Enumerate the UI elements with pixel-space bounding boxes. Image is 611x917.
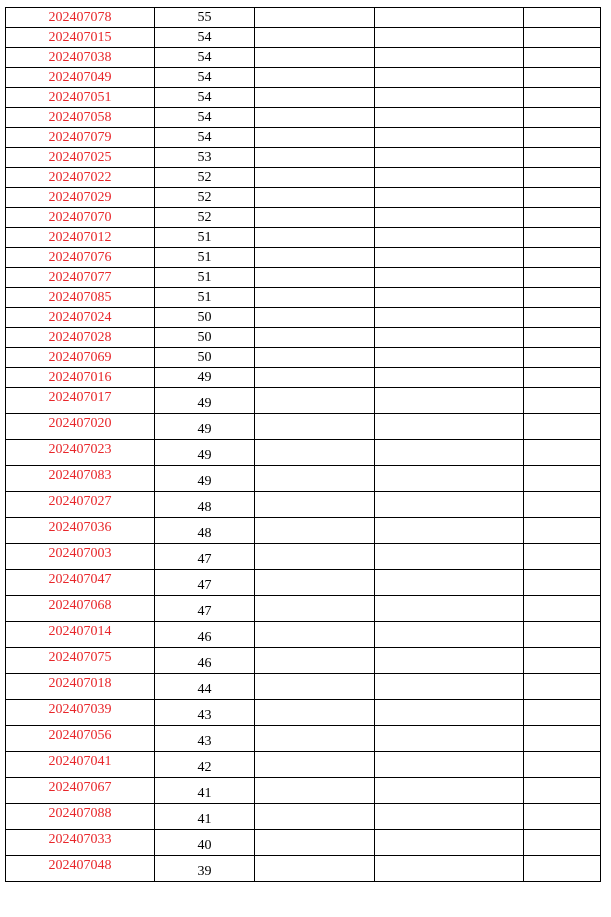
empty-cell: [255, 596, 375, 622]
empty-cell: [255, 388, 375, 414]
score-cell: 50: [155, 308, 255, 328]
empty-cell: [375, 68, 524, 88]
score-cell: 49: [155, 388, 255, 414]
empty-cell: [255, 328, 375, 348]
empty-cell: [375, 168, 524, 188]
student-id-cell: 202407051: [6, 88, 155, 108]
student-id-cell: 202407049: [6, 68, 155, 88]
empty-cell: [524, 440, 601, 466]
student-id-cell: 202407076: [6, 248, 155, 268]
empty-cell: [524, 856, 601, 882]
empty-cell: [524, 8, 601, 28]
table-row: [6, 288, 601, 308]
empty-cell: [524, 268, 601, 288]
table-row: [6, 648, 601, 674]
empty-cell: [375, 674, 524, 700]
empty-cell: [375, 466, 524, 492]
student-id-cell: 202407025: [6, 148, 155, 168]
empty-cell: [375, 596, 524, 622]
empty-cell: [255, 268, 375, 288]
empty-cell: [524, 752, 601, 778]
empty-cell: [255, 518, 375, 544]
student-id-cell: 202407048: [6, 856, 155, 882]
empty-cell: [375, 752, 524, 778]
empty-cell: [255, 8, 375, 28]
student-id-cell: 202407077: [6, 268, 155, 288]
student-id-cell: 202407056: [6, 726, 155, 752]
empty-cell: [375, 48, 524, 68]
score-cell: 51: [155, 228, 255, 248]
table-row: [6, 414, 601, 440]
score-cell: 51: [155, 268, 255, 288]
table-row: [6, 228, 601, 248]
empty-cell: [524, 544, 601, 570]
empty-cell: [375, 148, 524, 168]
student-id-cell: 202407078: [6, 8, 155, 28]
empty-cell: [524, 288, 601, 308]
score-cell: 46: [155, 648, 255, 674]
empty-cell: [255, 726, 375, 752]
empty-cell: [524, 68, 601, 88]
empty-cell: [255, 208, 375, 228]
table-row: [6, 622, 601, 648]
empty-cell: [524, 648, 601, 674]
empty-cell: [375, 544, 524, 570]
empty-cell: [524, 700, 601, 726]
table-row: [6, 570, 601, 596]
empty-cell: [524, 308, 601, 328]
empty-cell: [375, 518, 524, 544]
student-id-cell: 202407014: [6, 622, 155, 648]
score-cell: 50: [155, 328, 255, 348]
score-cell: 43: [155, 726, 255, 752]
table-row: [6, 108, 601, 128]
student-id-cell: 202407016: [6, 368, 155, 388]
score-cell: 48: [155, 492, 255, 518]
empty-cell: [524, 28, 601, 48]
score-cell: 41: [155, 804, 255, 830]
score-cell: 54: [155, 108, 255, 128]
table-row: [6, 752, 601, 778]
table-row: [6, 544, 601, 570]
student-id-cell: 202407020: [6, 414, 155, 440]
student-id-cell: 202407033: [6, 830, 155, 856]
score-table: [5, 7, 601, 882]
empty-cell: [524, 492, 601, 518]
table-row: [6, 328, 601, 348]
table-row: [6, 268, 601, 288]
student-id-cell: 202407069: [6, 348, 155, 368]
student-id-cell: 202407028: [6, 328, 155, 348]
table-row: [6, 128, 601, 148]
empty-cell: [524, 188, 601, 208]
student-id-cell: 202407024: [6, 308, 155, 328]
student-id-cell: 202407085: [6, 288, 155, 308]
empty-cell: [255, 778, 375, 804]
empty-cell: [255, 622, 375, 648]
empty-cell: [375, 348, 524, 368]
empty-cell: [255, 308, 375, 328]
student-id-cell: 202407038: [6, 48, 155, 68]
score-cell: 55: [155, 8, 255, 28]
empty-cell: [375, 188, 524, 208]
score-cell: 53: [155, 148, 255, 168]
score-table-body: [6, 8, 601, 882]
empty-cell: [255, 804, 375, 830]
score-cell: 54: [155, 48, 255, 68]
empty-cell: [524, 726, 601, 752]
table-row: [6, 856, 601, 882]
table-row: [6, 348, 601, 368]
score-cell: 49: [155, 368, 255, 388]
empty-cell: [524, 414, 601, 440]
table-row: [6, 804, 601, 830]
score-cell: 49: [155, 440, 255, 466]
score-cell: 54: [155, 88, 255, 108]
empty-cell: [255, 248, 375, 268]
empty-cell: [524, 674, 601, 700]
score-cell: 41: [155, 778, 255, 804]
student-id-cell: 202407068: [6, 596, 155, 622]
student-id-cell: 202407017: [6, 388, 155, 414]
empty-cell: [255, 228, 375, 248]
empty-cell: [255, 28, 375, 48]
empty-cell: [375, 368, 524, 388]
student-id-cell: 202407041: [6, 752, 155, 778]
student-id-cell: 202407039: [6, 700, 155, 726]
empty-cell: [524, 88, 601, 108]
empty-cell: [255, 288, 375, 308]
student-id-cell: 202407029: [6, 188, 155, 208]
empty-cell: [255, 128, 375, 148]
empty-cell: [524, 596, 601, 622]
empty-cell: [255, 148, 375, 168]
table-row: [6, 830, 601, 856]
table-row: [6, 674, 601, 700]
empty-cell: [255, 188, 375, 208]
empty-cell: [375, 8, 524, 28]
student-id-cell: 202407023: [6, 440, 155, 466]
score-cell: 50: [155, 348, 255, 368]
score-cell: 48: [155, 518, 255, 544]
table-row: [6, 48, 601, 68]
score-cell: 43: [155, 700, 255, 726]
table-row: [6, 440, 601, 466]
empty-cell: [375, 248, 524, 268]
empty-cell: [524, 168, 601, 188]
student-id-cell: 202407036: [6, 518, 155, 544]
table-row: [6, 466, 601, 492]
student-id-cell: 202407075: [6, 648, 155, 674]
empty-cell: [255, 48, 375, 68]
student-id-cell: 202407003: [6, 544, 155, 570]
empty-cell: [375, 88, 524, 108]
empty-cell: [255, 466, 375, 492]
score-cell: 54: [155, 68, 255, 88]
empty-cell: [255, 492, 375, 518]
empty-cell: [255, 108, 375, 128]
table-row: [6, 368, 601, 388]
score-cell: 47: [155, 544, 255, 570]
empty-cell: [524, 466, 601, 492]
score-cell: 52: [155, 188, 255, 208]
empty-cell: [255, 700, 375, 726]
score-cell: 42: [155, 752, 255, 778]
table-row: [6, 88, 601, 108]
empty-cell: [255, 570, 375, 596]
empty-cell: [524, 368, 601, 388]
empty-cell: [375, 388, 524, 414]
empty-cell: [375, 28, 524, 48]
score-cell: 39: [155, 856, 255, 882]
empty-cell: [255, 168, 375, 188]
empty-cell: [255, 648, 375, 674]
empty-cell: [255, 88, 375, 108]
empty-cell: [375, 268, 524, 288]
empty-cell: [255, 856, 375, 882]
empty-cell: [524, 804, 601, 830]
empty-cell: [375, 856, 524, 882]
table-row: [6, 518, 601, 544]
score-cell: 46: [155, 622, 255, 648]
score-cell: 49: [155, 414, 255, 440]
empty-cell: [255, 414, 375, 440]
table-row: [6, 778, 601, 804]
empty-cell: [524, 328, 601, 348]
empty-cell: [255, 348, 375, 368]
empty-cell: [375, 778, 524, 804]
table-row: [6, 308, 601, 328]
empty-cell: [375, 700, 524, 726]
empty-cell: [255, 830, 375, 856]
student-id-cell: 202407022: [6, 168, 155, 188]
empty-cell: [524, 570, 601, 596]
empty-cell: [255, 68, 375, 88]
empty-cell: [524, 228, 601, 248]
empty-cell: [375, 208, 524, 228]
empty-cell: [375, 128, 524, 148]
table-row: [6, 726, 601, 752]
table-row: [6, 68, 601, 88]
empty-cell: [524, 148, 601, 168]
table-row: [6, 700, 601, 726]
empty-cell: [524, 48, 601, 68]
score-cell: 51: [155, 288, 255, 308]
score-cell: 51: [155, 248, 255, 268]
student-id-cell: 202407012: [6, 228, 155, 248]
score-cell: 44: [155, 674, 255, 700]
empty-cell: [375, 288, 524, 308]
student-id-cell: 202407027: [6, 492, 155, 518]
score-cell: 47: [155, 570, 255, 596]
empty-cell: [375, 830, 524, 856]
empty-cell: [375, 622, 524, 648]
table-row: [6, 28, 601, 48]
score-cell: 52: [155, 168, 255, 188]
empty-cell: [524, 248, 601, 268]
empty-cell: [255, 544, 375, 570]
empty-cell: [255, 674, 375, 700]
empty-cell: [375, 440, 524, 466]
empty-cell: [524, 108, 601, 128]
empty-cell: [375, 648, 524, 674]
table-row: [6, 148, 601, 168]
table-row: [6, 208, 601, 228]
empty-cell: [375, 108, 524, 128]
table-row: [6, 388, 601, 414]
empty-cell: [524, 208, 601, 228]
student-id-cell: 202407047: [6, 570, 155, 596]
score-cell: 47: [155, 596, 255, 622]
empty-cell: [375, 570, 524, 596]
score-cell: 54: [155, 28, 255, 48]
empty-cell: [524, 622, 601, 648]
empty-cell: [524, 830, 601, 856]
table-row: [6, 492, 601, 518]
empty-cell: [524, 128, 601, 148]
student-id-cell: 202407083: [6, 466, 155, 492]
empty-cell: [524, 518, 601, 544]
empty-cell: [375, 804, 524, 830]
empty-cell: [255, 368, 375, 388]
table-row: [6, 168, 601, 188]
empty-cell: [375, 726, 524, 752]
table-row: [6, 248, 601, 268]
table-row: [6, 596, 601, 622]
empty-cell: [524, 388, 601, 414]
student-id-cell: 202407079: [6, 128, 155, 148]
empty-cell: [524, 348, 601, 368]
student-id-cell: 202407018: [6, 674, 155, 700]
empty-cell: [375, 492, 524, 518]
empty-cell: [375, 414, 524, 440]
table-row: [6, 188, 601, 208]
student-id-cell: 202407058: [6, 108, 155, 128]
empty-cell: [375, 228, 524, 248]
score-cell: 49: [155, 466, 255, 492]
empty-cell: [524, 778, 601, 804]
empty-cell: [255, 752, 375, 778]
student-id-cell: 202407015: [6, 28, 155, 48]
empty-cell: [375, 328, 524, 348]
table-row: [6, 8, 601, 28]
empty-cell: [255, 440, 375, 466]
student-id-cell: 202407070: [6, 208, 155, 228]
score-cell: 52: [155, 208, 255, 228]
student-id-cell: 202407067: [6, 778, 155, 804]
score-cell: 40: [155, 830, 255, 856]
empty-cell: [375, 308, 524, 328]
score-cell: 54: [155, 128, 255, 148]
student-id-cell: 202407088: [6, 804, 155, 830]
